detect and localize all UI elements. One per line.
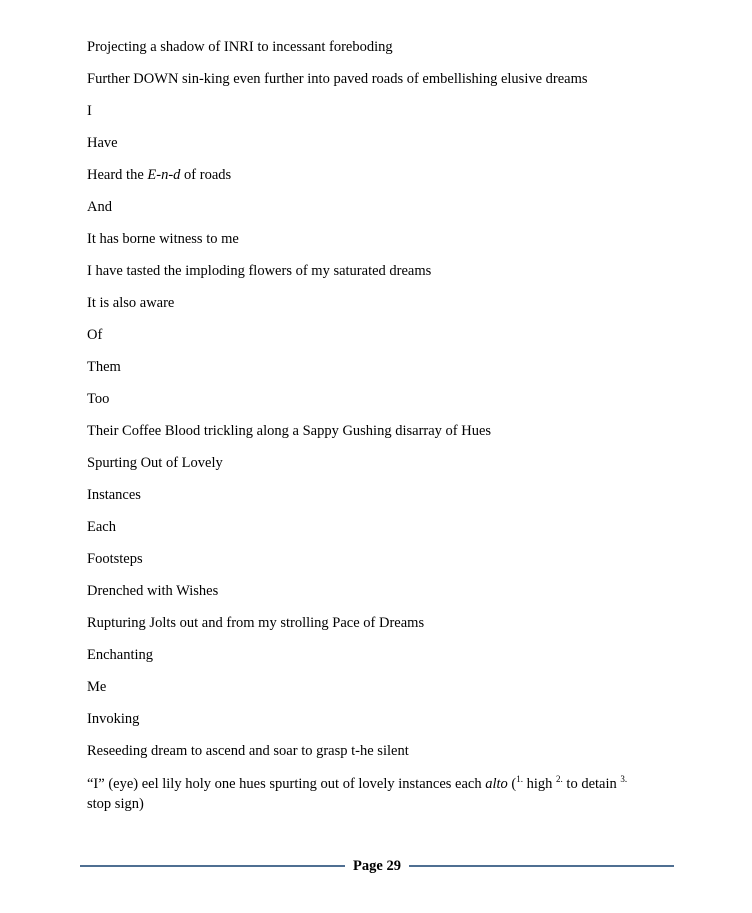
poem-line: It has borne witness to me — [87, 231, 239, 247]
poem-text: to detain — [562, 776, 621, 792]
superscript: 3. — [620, 774, 628, 784]
poem-body — [87, 38, 687, 814]
poem-line: I — [87, 103, 92, 119]
poem-line: Drenched with Wishes — [87, 583, 219, 599]
poem-line: Invoking — [87, 711, 140, 727]
poem-line: Projecting a shadow of INRI to incessant foreboding — [87, 39, 393, 55]
poem-text: ( — [507, 776, 517, 792]
footer-rule-right — [409, 865, 674, 867]
poem-line: Further DOWN sin-king even further into paved roads of embellishing elusive dreams — [87, 71, 588, 87]
poem-line: And — [87, 199, 112, 215]
poem-line: Them — [87, 359, 121, 375]
superscript: 2. — [556, 774, 563, 784]
poem-text: Heard the — [87, 167, 144, 183]
superscript: 1. — [516, 774, 524, 784]
poem-text: of roads — [184, 167, 232, 183]
poem-line: Too — [87, 391, 110, 407]
page-footer — [80, 856, 674, 876]
poem-italic-text: E-n-d — [147, 167, 181, 183]
poem-line: Reseeding dream to ascend and soar to grasp t-he silent — [87, 743, 409, 759]
poem-line: Rupturing Jolts out and from my strolling Pace of Dreams — [87, 615, 425, 631]
poem-line: Instances — [87, 487, 141, 503]
poem-line: Each — [87, 519, 116, 535]
page-number: Page 29 — [353, 858, 401, 874]
poem-text: stop sign) — [87, 796, 144, 812]
poem-line — [87, 166, 687, 198]
poem-line: I have tasted the imploding flowers of my saturated dreams — [87, 263, 432, 279]
poem-line: Of — [87, 327, 103, 343]
poem-line: Spurting Out of Lovely — [87, 455, 223, 471]
poem-text: “I” (eye) eel lily holy one hues spurting out of lovely instances each — [87, 776, 486, 792]
poem-line: Footsteps — [87, 551, 143, 567]
poem-line: It is also aware — [87, 295, 175, 311]
poem-line: Their Coffee Blood trickling along a Sappy Gushing disarray of Hues — [87, 423, 492, 439]
poem-italic-text: alto — [485, 776, 508, 792]
poem-text: high — [523, 776, 557, 792]
poem-line: Enchanting — [87, 647, 154, 663]
poem-line: Have — [87, 135, 118, 151]
footer-rule-left — [80, 865, 345, 867]
poem-final-line — [87, 774, 657, 814]
poem-line: Me — [87, 679, 107, 695]
